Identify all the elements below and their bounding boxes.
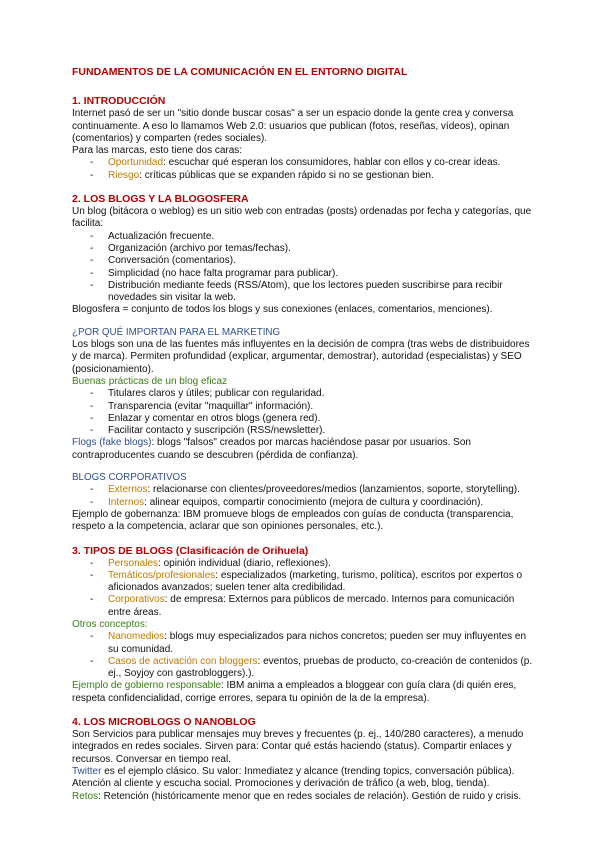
subheading-marketing: ¿POR QUÉ IMPORTAN PARA EL MARKETING (72, 326, 281, 338)
paragraph: Blogosfera = conjunto de todos los blogs y sus conexiones (enlaces, comentarios, menciones). (72, 304, 493, 316)
term: Temáticos/profesionales (108, 569, 216, 581)
list-item (72, 484, 537, 496)
list-item (72, 570, 537, 595)
list-item: - Distribución mediante feeds (RSS/Atom), que los lectores pueden suscribirse para recibir novedades sin visitar la web. (72, 280, 537, 305)
subheading-practices: Buenas prácticas de un blog eficaz (72, 375, 228, 387)
term: Oportunidad (108, 157, 164, 169)
section-heading-introduccion: 1. INTRODUCCIÓN (72, 95, 166, 108)
term: Riesgo (108, 169, 140, 181)
term: Internos (108, 496, 145, 508)
term: Retos (72, 790, 99, 802)
item-text: : blogs muy especializados para nichos concretos; pueden ser muy influyentes en su comunidad. (108, 631, 527, 655)
bullet-list (72, 631, 537, 680)
paragraph (72, 766, 537, 791)
item-text: : críticas públicas que se expanden rápido si no se gestionan bien. (139, 169, 434, 181)
section-heading-blogs: 2. LOS BLOGS Y LA BLOGOSFERA (72, 193, 249, 206)
document-page (72, 66, 537, 803)
term: Personales (108, 557, 159, 569)
term: Externos (108, 484, 148, 496)
item-text: : relacionarse con clientes/proveedores/medios (lanzamientos, soporte, storytelling). (147, 484, 520, 496)
document-title: FUNDAMENTOS DE LA COMUNICACIÓN EN EL ENTORNO DIGITAL (72, 66, 408, 78)
item-text: : especializados (marketing, turismo, política), escritos por expertos o aficionados avanzados; suelen tener alta credibilidad. (108, 569, 523, 594)
bullet-list (72, 157, 537, 182)
bullet-list (72, 558, 537, 619)
list-item: - Organización (archivo por temas/fechas). (72, 243, 537, 255)
paragraph-text: es el ejemplo clásico. Su valor: Inmediatez y alcance (trending topics, conversación pública). Atención al cliente y escucha social. Promociones y derivación de tráfico (a web, blog, tienda). (72, 765, 515, 790)
list-item: - Enlazar y comentar en otros blogs (genera red). (72, 413, 537, 425)
item-text: : opinión individual (diario, reflexiones). (158, 557, 331, 569)
subheading-otros: Otros conceptos: (72, 618, 148, 630)
bullet-list (72, 231, 537, 305)
paragraph-text: : IBM anima a empleados a bloggear con guía clara (di quién eres, respeta confidencialidad, corrige errores, separa tu opinión de la de la empresa). (72, 680, 517, 704)
bullet-list (72, 388, 537, 437)
paragraph (72, 437, 537, 462)
list-item (72, 631, 537, 656)
term: Casos de activación con bloggers (108, 655, 258, 667)
paragraph-text: : blogs "falsos" creados por marcas haciéndose pasar por usuarios. Son contraproducentes cuando se descubren (pérdida de confianza). (72, 437, 471, 461)
term: Corporativos (108, 594, 165, 606)
bullet-list (72, 484, 537, 509)
paragraph: Un blog (bitácora o weblog) es un sitio web con entradas (posts) ordenadas por fecha y categorías, que facilita: (72, 206, 532, 230)
paragraph-text: : Retención (históricamente menor que en redes sociales de relación). Gestión de ruido y crisis. (98, 790, 522, 802)
list-item: - Conversación (comentarios). (72, 255, 537, 267)
paragraph: Internet pasó de ser un "sitio donde buscar cosas" a ser un espacio donde la gente crea y conversa continuamente. A eso lo llamamos Web 2.0: usuarios que publican (fotos, reseñas, vídeos), opinan (comentarios) y comparten (redes sociales). (72, 108, 514, 144)
item-text: : de empresa: Externos para públicos de mercado. Internos para comunicación entre áreas. (108, 594, 515, 618)
item-text: : alinear equipos, compartir conocimiento (mejora de cultura y coordinación). (144, 496, 484, 508)
list-item: - Facilitar contacto y suscripción (RSS/newsletter). (72, 425, 537, 437)
paragraph (72, 680, 537, 705)
list-item: - Simplicidad (no hace falta programar para publicar). (72, 268, 537, 280)
item-text: : eventos, pruebas de producto, co-creación de contenidos (p. ej., Soyjoy con gastrobloggers).). (108, 655, 533, 680)
list-item (72, 558, 537, 570)
paragraph: Para las marcas, esto tiene dos caras: (72, 145, 243, 157)
term: Ejemplo de gobierno responsable (72, 680, 221, 692)
term: Twitter (72, 765, 102, 777)
list-item: - Transparencia (evitar "maquillar" información). (72, 401, 537, 413)
list-item (72, 656, 537, 681)
item-text: : escuchar qué esperan los consumidores, hablar con ellos y co-crear ideas. (163, 157, 501, 169)
paragraph: Los blogs son una de las fuentes más influyentes en la decisión de compra (tras webs de distribuidores y de marca). Permiten profundidad (explicar, argumentar, demostrar), autoridad (especialistas) y SEO (posicionamiento). (72, 339, 530, 375)
list-item: - Actualización frecuente. (72, 231, 537, 243)
term: Flogs (fake blogs) (72, 437, 152, 449)
subheading-corporativos: BLOGS CORPORATIVOS (72, 472, 187, 484)
list-item (72, 170, 537, 182)
paragraph: Ejemplo de gobernanza: IBM promueve blogs de empleados con guías de conducta (transparencia, respeto a la competencia, aclarar que son opiniones personales, etc.). (72, 508, 514, 533)
section-heading-microblogs: 4. LOS MICROBLOGS O NANOBLOG (72, 716, 256, 729)
section-heading-tipos: 3. TIPOS DE BLOGS (Clasificación de Orihuela) (72, 544, 309, 557)
list-item (72, 157, 537, 169)
list-item (72, 594, 537, 619)
paragraph: Son Servicios para publicar mensajes muy breves y frecuentes (p. ej., 140/280 caracteres), a menudo integrados en redes sociales. Sirven para: Contar qué estás haciendo (status). Compartir enlaces y recursos. Conversar en tiempo real. (72, 729, 524, 765)
paragraph (72, 791, 537, 803)
list-item (72, 497, 537, 509)
term: Nanomedios (108, 631, 165, 643)
list-item: - Titulares claros y útiles; publicar con regularidad. (72, 388, 537, 400)
